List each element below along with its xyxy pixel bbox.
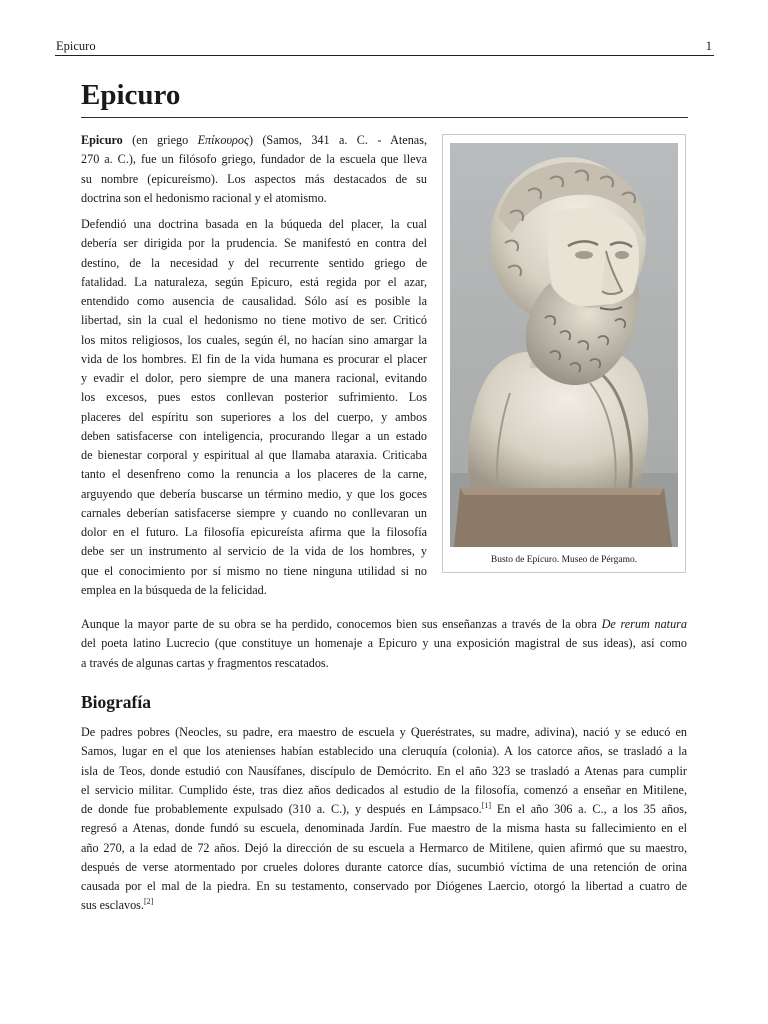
doctrine-line: placeres del espíritu son superiores a los del cuerpo, y ambos: [81, 409, 427, 424]
doctrine-line: dolor en el futuro. La filosofía epicureísta afirma que la filosofía: [81, 525, 427, 539]
running-header-title: Epicuro: [56, 39, 96, 53]
doctrine-line: arguyendo que debería buscarse un término medio, y que los goces: [81, 486, 427, 501]
running-header: [55, 38, 714, 56]
figure-caption: Busto de Epícuro. Museo de Pérgamo.: [490, 555, 638, 565]
legacy-line: del poeta latino Lucrecio (que constituye un homenaje a Epicuro y una exposición magistral de sus ideas), así como: [81, 636, 687, 651]
doctrine-line: entendido como ausencia de causalidad. Sólo así es posible la: [81, 294, 427, 308]
bust-figure: [442, 134, 686, 573]
biography-line: después de verse atormentado por crueles dolores durante catorce días, sucumbió víctima de una retención de orina: [81, 859, 687, 874]
biography-line: isla de Teos, donde estudió con Nausífanes, discípulo de Demócrito. En el año 323 se trasladó a Atenas para cumplir: [81, 763, 687, 778]
intro-line: 270 a. C.), fue un filósofo griego, fundador de la escuela que lleva: [81, 152, 427, 167]
intro-bold-term: Epicuro: [81, 133, 123, 147]
doctrine-line: deben satisfacerse con inteligencia, procurando llegar a un estado: [81, 428, 427, 443]
doctrine-line: fatalidad. La naturaleza, según Epicuro, está regida por el azar,: [81, 274, 427, 289]
doctrine-line: de bienestar corporal y espiritual al que llamaba ataraxia. Criticaba: [81, 448, 427, 462]
section-heading-biografia: Biografía: [81, 692, 151, 712]
intro-line: su nombre (epicureísmo). Los aspectos más destacados de su: [81, 171, 427, 186]
doctrine-line: y evadir el dolor, pero siempre de una manera racional, evitando: [81, 371, 427, 385]
biography-line: Samos, lugar en el que los atenienses habían establecido una cleruquía (colonia). A los catorce años, se trasladó a la: [81, 744, 687, 759]
legacy-paragraph: [81, 615, 687, 673]
legacy-line-1: Aunque la mayor parte de su obra se ha perdido, conocemos bien sus enseñanzas a través de la obra De rerum natura: [81, 617, 687, 631]
doctrine-line: debe ser un instrumento al servicio de la vida de los hombres, y: [81, 544, 427, 559]
doctrine-line: destino, de la necesidad y del recurrente sentido griego de: [81, 255, 427, 270]
legacy-line: a través de algunas cartas y fragmentos rescatados.: [81, 655, 329, 670]
doctrine-line: los excesos, pues estos conllevan posterior sufrimiento. Los: [81, 390, 427, 405]
page-number: 1: [705, 39, 712, 53]
biography-line: año 270, a la edad de 72 años. Dejó la dirección de su escuela a Hermarco de Mitilene, quien afirmó que su maestro,: [81, 840, 687, 855]
doctrine-line: tanto el desenfreno como la renuncia a los placeres de la carne,: [81, 467, 427, 482]
reference-link-2[interactable]: [2]: [143, 897, 154, 907]
biography-line-10: sus esclavos.[2]: [81, 897, 154, 913]
doctrine-line: vida de los hombres. El fin de la vida humana es procurar el placer: [81, 351, 427, 366]
reference-link-1[interactable]: [1]: [481, 801, 492, 810]
biography-line-5: de donde fue probablemente expulsado (310 a. C.), y después en Lámpsaco.[1] En el año 306 a. C., a los 35 años,: [81, 801, 687, 816]
work-title: De rerum natura: [601, 617, 687, 631]
doctrine-line: Defendió una doctrina basada en la búqueda del placer, la cual: [81, 217, 427, 231]
intro-line-1: Epicuro (en griego Επίκουρος) (Samos, 341 a. C. - Atenas,: [81, 133, 427, 147]
doctrine-line: que el conocimiento por sí mismo no tiene ninguna utilidad si no: [81, 563, 427, 578]
doctrine-line: los mitos religiosos, los cuales, según él, no hacían sino amargar la: [81, 332, 427, 347]
biography-paragraph: [81, 723, 687, 916]
epicurus-bust-image: [450, 143, 678, 547]
biography-line: el servicio militar. Cumplido éste, tras diez años dedicados al estudio de la filosofía, comenzó a enseñar en Mitilene,: [81, 782, 687, 797]
biography-line: regresó a Atenas, donde fundó su escuela, denominada Jardín. Fue maestro de la misma hasta su fallecimiento en el: [81, 821, 687, 836]
doctrine-line: emplea en la búsqueda de la felicidad.: [81, 582, 267, 597]
intro-line: doctrina son el hedonismo racional y el atomismo.: [81, 190, 327, 205]
intro-paragraph: [81, 131, 427, 208]
biography-line: De padres pobres (Neocles, su padre, era maestro de escuela y Queréstrates, su madre, adivina), nació y se educó en: [81, 725, 687, 739]
doctrine-line: carnales deberían satisfacerse siempre y cuando no conllevaran un: [81, 505, 427, 520]
doctrine-line: debería ser dirigida por la prudencia. Se manifestó en contra del: [81, 236, 427, 251]
article-title: Epicuro: [81, 76, 688, 118]
biography-line: causada por el mal de la piedra. En su testamento, conservado por Diógenes Laercio, otorgó la libertad a cuatro de: [81, 879, 687, 893]
doctrine-line: libertad, sin la cual el hedonismo no tiene motivo de ser. Criticó: [81, 313, 427, 328]
doctrine-paragraph: [81, 215, 427, 600]
greek-name: Επίκουρος: [197, 133, 249, 147]
